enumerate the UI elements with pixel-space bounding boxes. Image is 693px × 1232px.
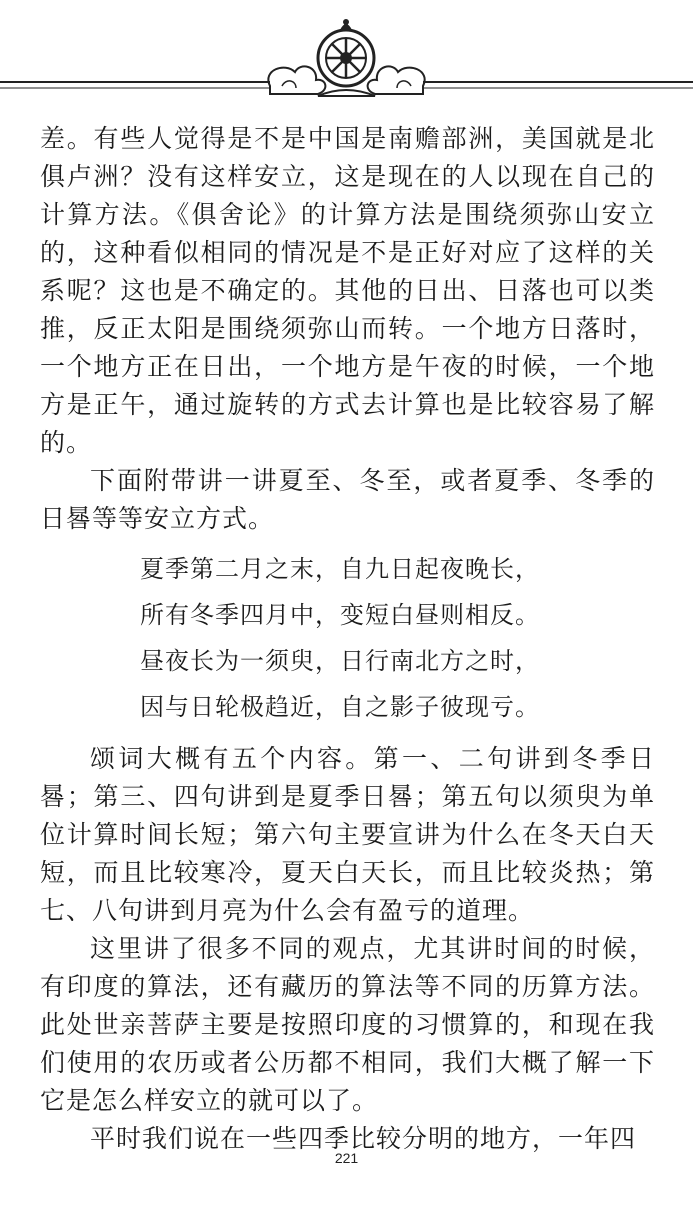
verse-line: 因与日轮极趋近，自之影子彼现亏。 (140, 693, 540, 721)
verse-line: 所有冬季四月中，变短白昼则相反。 (140, 601, 540, 629)
verse-line: 夏季第二月之末，自九日起夜晚长， (140, 555, 540, 583)
main-text (40, 120, 655, 1158)
paragraph: 下面附带讲一讲夏至、冬至，或者夏季、冬季的日晷等等安立方式。 (40, 466, 655, 533)
dharma-wheel-icon (0, 0, 693, 110)
paragraph-continuation: 差。有些人觉得是不是中国是南赡部洲，美国就是北俱卢洲？没有这样安立，这是现在的人以现在自己的计算方法。《俱舍论》的计算方法是围绕须弥山安立的，这种看似相同的情况是不是正好对应了这样的关系呢？这也是不确定的。其他的日出、日落也可以类推，反正太阳是围绕须弥山而转。一个地方日落时，一个地方正在日出，一个地方是午夜的时候，一个地方是正午，通过旋转的方式去计算也是比较容易了解的。 (40, 124, 655, 457)
page-header (0, 0, 693, 110)
verse-line: 昼夜长为一须臾，日行南北方之时， (140, 647, 540, 675)
verse-block (140, 546, 655, 730)
paragraph: 平时我们说在一些四季比较分明的地方，一年四 (90, 1124, 637, 1153)
page-number: 221 (334, 1150, 359, 1166)
paragraph: 这里讲了很多不同的观点，尤其讲时间的时候，有印度的算法，还有藏历的算法等不同的历算方法。此处世亲菩萨主要是按照印度的习惯算的，和现在我们使用的农历或者公历都不相同，我们大概了解一下它是怎么样安立的就可以了。 (40, 934, 655, 1115)
paragraph: 颂词大概有五个内容。第一、二句讲到冬季日晷；第三、四句讲到是夏季日晷；第五句以须臾为单位计算时间长短；第六句主要宣讲为什么在冬天白天短，而且比较寒冷，夏天白天长，而且比较炎热；第七、八句讲到月亮为什么会有盈亏的道理。 (40, 744, 655, 925)
